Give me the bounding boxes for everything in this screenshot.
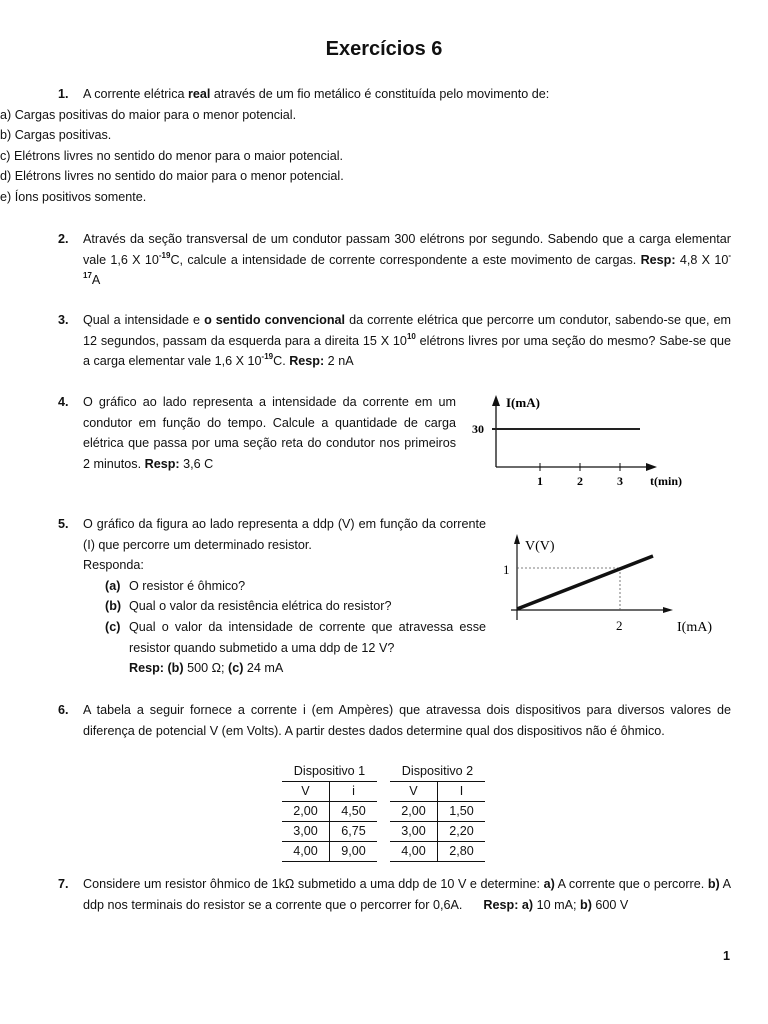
table-row: 3,00 2,20 [390,822,485,842]
question-number: 5. [58,517,69,531]
x-axis-arrow-icon [663,607,673,613]
question-7 [58,874,735,915]
question-text: A corrente elétrica real através de um fio metálico é constituída pelo movimento de: [83,87,550,101]
subquestion-b: (b) Qual o valor da resistência elétrica do resistor? [105,599,392,614]
option-d: d) Elétrons livres no sentido do maior para o menor potencial. [0,169,344,184]
device-2-table [390,762,485,862]
table-row: 3,00 6,75 [282,822,377,842]
y-axis-arrow-icon [514,534,520,544]
table-row: 2,00 1,50 [390,802,485,822]
page-title: Exercícios 6 [325,38,443,60]
table-title: Dispositivo 1 [282,762,377,782]
table-header: V [390,782,438,802]
option-c: c) Elétrons livres no sentido do menor para o maior potencial. [0,148,344,163]
question-number: 4. [58,395,69,409]
question-4 [58,392,456,474]
table-row: 2,00 4,50 [282,802,377,822]
current-time-graph [470,392,700,492]
question-number: 1. [58,87,69,101]
question-text: O gráfico ao lado representa a intensidade da corrente em um condutor em função do tempo. Calcule a quantidade de carga elétrica que passa por uma seção reta do condutor nos primeiros 2 minutos. Resp: 3,6 C [83,395,456,471]
option-a: a) Cargas positivas do maior para o menor potencial. [0,107,297,122]
x-tick-label: 3 [617,474,623,488]
voltage-current-line [517,556,653,609]
question-number: 7. [58,877,69,891]
question-text: O gráfico da figura ao lado representa a ddp (V) em função da corrente (I) que percorre um determinado resistor. Responda: (a) O resistor é ôhmico? (b) Qual o valor da resistência elétrica do resistor? (c) Qual o valor da intensidade de corrente que atravessa esse resistor quando submetido a uma ddp de 12 V? Resp: (b) 500 Ω; (c) 24 mA [83,514,486,679]
subquestion-a: (a) O resistor é ôhmico? [105,578,246,593]
table-header: i [330,782,378,802]
x-axis-label: I(mA) [677,620,712,635]
y-axis-label: I(mA) [506,395,540,410]
question-3 [58,310,731,372]
responda-label: Responda: [83,558,144,573]
x-axis-arrow-icon [646,463,657,471]
question-text: A tabela a seguir fornece a corrente i (em Ampères) que atravessa dois dispositivos para diversos valores de diferença de potencial V (em Volts). A partir destes dados determine qual dos dispositivos não é ôhmico. [83,703,731,738]
y-axis-arrow-icon [492,395,500,406]
y-axis-label: V(V) [525,539,555,554]
question-5 [58,514,486,679]
y-tick-label: 1 [503,562,510,577]
option-b: b) Cargas positivas. [0,128,112,143]
question-text: Considere um resistor ôhmico de 1kΩ submetido a uma ddp de 10 V e determine: a) A corrente que o percorre. b) A ddp nos terminais do resistor se a corrente que o percorrer for 0,6A. Resp: a) 10 mA; b) 600 V [83,877,735,912]
table-title: Dispositivo 2 [390,762,485,782]
subquestion-c: (c) Qual o valor da intensidade de corrente que atravessa esse resistor quando submetido a uma ddp de 12 V? Resp: (b) 500 Ω; (c) 24 mA [105,619,486,676]
table-row: 4,00 9,00 [282,842,377,862]
option-e: e) Íons positivos somente. [0,189,147,204]
x-axis-label: t(min) [650,474,682,488]
y-tick-label: 30 [472,422,484,436]
question-text: Através da seção transversal de um condutor passam 300 elétrons por segundo. Sabendo que a carga elementar vale 1,6 X $10^{-19}C$, calcule a intensidade de corrente correspondente a este movimento de cargas. Resp: 4,8 X $10^{-17}A$ [83,232,732,288]
table-row: 4,00 2,80 [390,842,485,862]
table-header: I [438,782,486,802]
device-1-table [282,762,377,862]
question-text: Qual a intensidade e o sentido convencional da corrente elétrica que percorre um condutor, sabendo-se que, em 12 segundos, passam da esquerda para a direita 15 X $10^{10}$ elétrons livres por uma seção do mesmo? Sabe-se que a carga elementar vale 1,6 X $10^{-19}C$. Resp: 2 nA [83,313,732,369]
voltage-current-graph [495,530,725,640]
x-tick-label: 2 [616,618,623,633]
question-2 [58,229,731,291]
x-tick-label: 2 [577,474,583,488]
question-number: 2. [58,232,69,246]
question-number: 6. [58,703,69,717]
question-1 [0,84,731,208]
table-header: V [282,782,330,802]
question-number: 3. [58,313,69,327]
x-tick-label: 1 [537,474,543,488]
question-6 [58,700,731,741]
page-number: 1 [722,949,730,963]
